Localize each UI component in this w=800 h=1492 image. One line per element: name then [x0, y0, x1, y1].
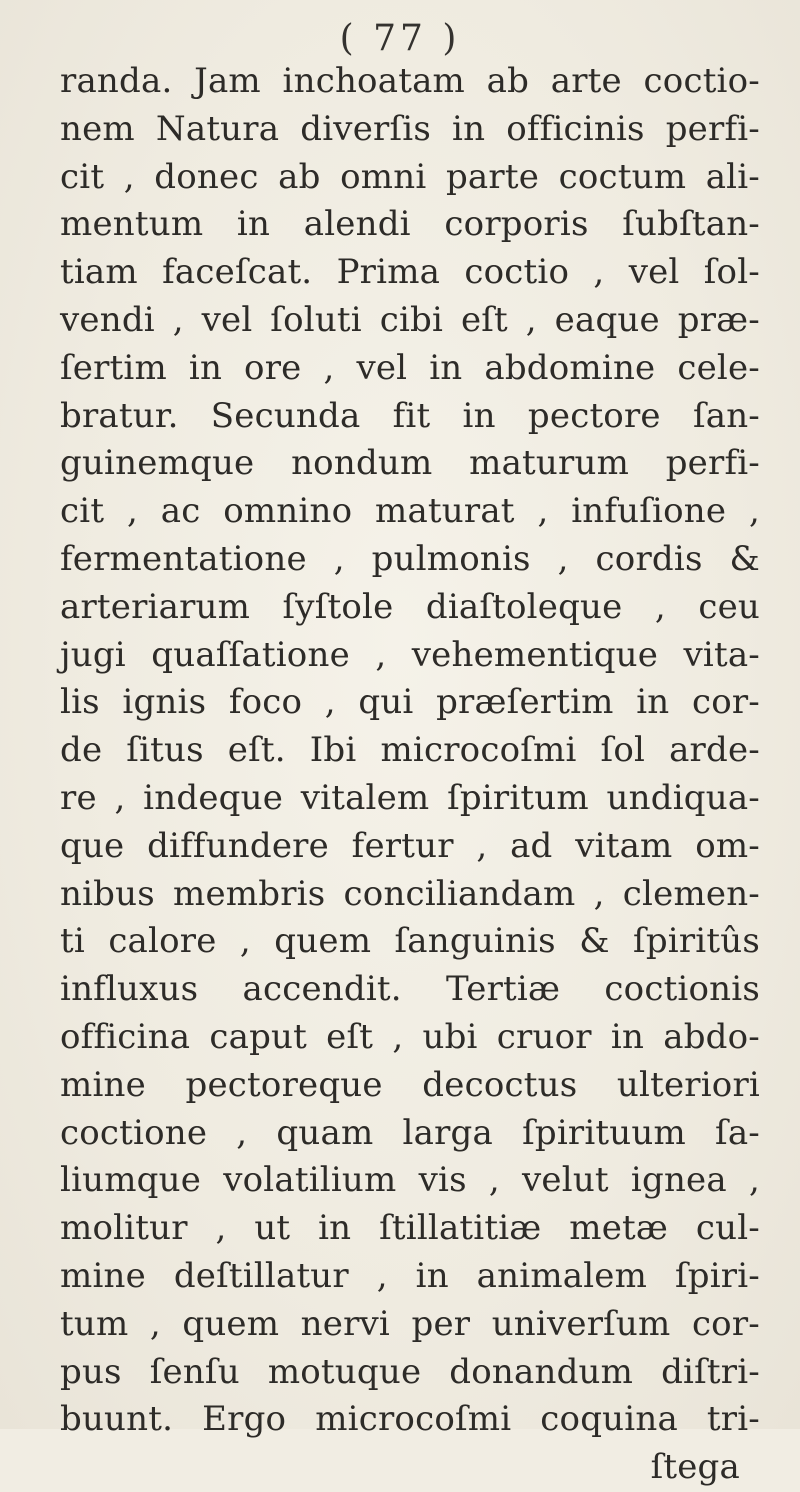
text-line: vendi , vel ſoluti cibi eſt , eaque præ-	[60, 299, 760, 340]
text-line: tiam faceſcat. Prima coctio , vel ſol-	[60, 252, 760, 293]
text-line: de ſitus eſt. Ibi microcoſmi ſol arde-	[60, 730, 760, 771]
text-line: influxus accendit. Tertiæ coctionis	[60, 969, 760, 1010]
text-line: randa. Jam inchoatam ab arte coctio-	[60, 61, 760, 101]
text-line: ſertim in ore , vel in abdomine cele-	[60, 347, 760, 388]
body-text	[60, 58, 760, 1492]
text-line: fermentatione , pulmonis , cordis &	[60, 538, 760, 579]
catchword: ſtega	[650, 1447, 740, 1488]
text-line: tum , quem nervi per univerſum cor-	[60, 1303, 760, 1344]
text-line: mine deſtillatur , in animalem ſpiri-	[60, 1255, 760, 1296]
text-line: re , indeque vitalem ſpiritum undiqua-	[60, 777, 760, 818]
text-line: liumque volatilium vis , velut ignea ,	[60, 1160, 760, 1201]
text-line: mine pectoreque decoctus ulteriori	[60, 1064, 760, 1105]
text-line: nem Natura diverſis in officinis perfi-	[60, 108, 760, 149]
text-line: arteriarum ſyſtole diaſtoleque , ceu	[60, 586, 760, 627]
text-line: bratur. Secunda fit in pectore ſan-	[60, 395, 760, 436]
text-line: ti calore , quem ſanguinis & ſpiritûs	[60, 921, 760, 962]
text-line: cit , donec ab omni parte coctum ali-	[60, 156, 760, 197]
text-line: jugi quaſſatione , vehementique vita-	[60, 634, 760, 675]
text-line: cit , ac omnino maturat , infuſione ,	[60, 491, 760, 532]
text-line: que diffundere fertur , ad vitam om-	[60, 825, 760, 866]
text-line: molitur , ut in ſtillatitiæ metæ cul-	[60, 1208, 760, 1249]
text-line: coctione , quam larga ſpirituum ſa-	[60, 1112, 760, 1153]
text-line: buunt. Ergo microcoſmi coquina tri-	[60, 1399, 760, 1440]
text-line: officina caput eſt , ubi cruor in abdo-	[60, 1016, 760, 1057]
text-line: mentum in alendi corporis ſubſtan-	[60, 204, 760, 245]
text-line: guinemque nondum maturum perfi-	[60, 443, 760, 484]
text-line: nibus membris conciliandam , clemen-	[60, 873, 760, 914]
page-number: ( 77 )	[339, 18, 461, 59]
text-line: pus ſenſu motuque donandum diſtri-	[60, 1351, 760, 1392]
text-line: lis ignis foco , qui præſertim in cor-	[60, 682, 760, 723]
